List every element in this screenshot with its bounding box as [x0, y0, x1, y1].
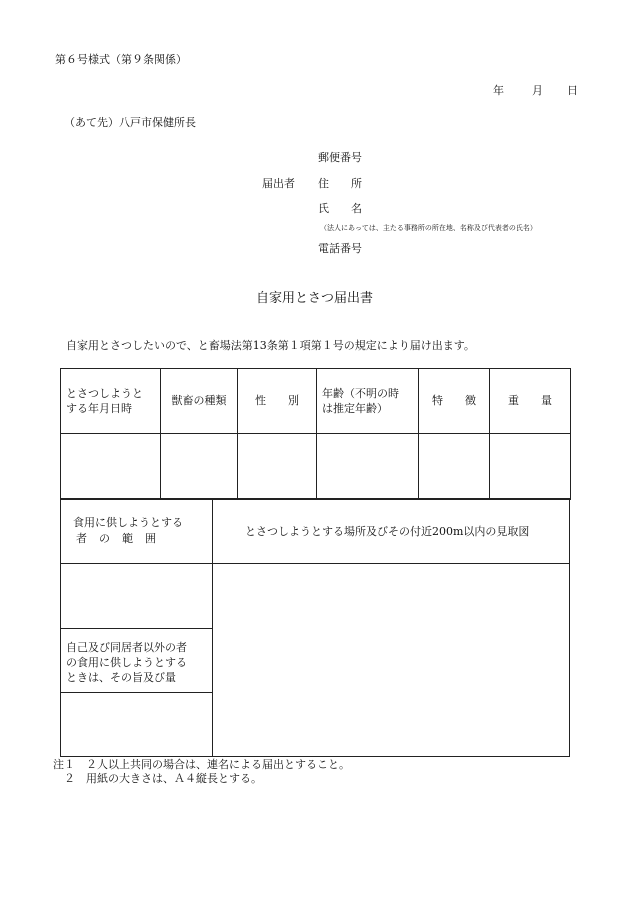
header-age: 年齢（不明の時 は推定年齢）: [317, 369, 419, 434]
header-animal-type: 獣畜の種類: [161, 369, 238, 434]
phone-label: 電話番号: [318, 242, 362, 255]
corporation-note: （法人にあっては、主たる事務所の所在地、名称及び代表者の氏名）: [320, 224, 537, 232]
input-features[interactable]: [419, 434, 490, 500]
scope-label-line2: 者 の 範 囲: [76, 532, 157, 545]
map-label: とさつしようとする場所及びその付近200m以内の見取図: [245, 525, 530, 538]
postal-code-label: 郵便番号: [318, 151, 362, 164]
others-label-line2: の食用に供しようとする: [66, 656, 187, 669]
date-month-label: 月: [532, 84, 543, 97]
address-label: 住 所: [318, 177, 362, 190]
date-year-label: 年: [493, 84, 504, 97]
input-others[interactable]: [61, 693, 212, 756]
input-sex[interactable]: [238, 434, 317, 500]
note-1: 注１ ２人以上共同の場合は、連名による届出とすること。: [53, 758, 350, 771]
header-weight: 重 量: [490, 369, 571, 434]
form-title: 自家用とさつ届出書: [256, 291, 374, 306]
intro-text: 自家用とさつしたいので、と畜場法第13条第１項第１号の規定により届け出ます。: [66, 339, 475, 352]
input-scope[interactable]: [61, 564, 212, 628]
lower-divider-2: [60, 628, 213, 629]
input-map[interactable]: [213, 564, 569, 756]
note-2: ２ 用紙の大きさは、Ａ４縦長とする。: [53, 772, 262, 785]
applicant-label: 届出者: [262, 177, 295, 190]
input-slaughter-date[interactable]: [61, 434, 161, 500]
others-label-line1: 自己及び同居者以外の者: [66, 641, 187, 654]
header-slaughter-date: とさつしようと する年月日時: [61, 369, 161, 434]
name-label: 氏 名: [318, 202, 362, 215]
form-number: 第６号様式（第９条関係）: [55, 53, 187, 66]
scope-label-line1: 食用に供しようとする: [73, 516, 183, 529]
input-weight[interactable]: [490, 434, 571, 500]
others-label-line3: ときは、その旨及び量: [66, 671, 176, 684]
addressee: （あて先）八戸市保健所長: [64, 116, 196, 129]
header-features: 特 徴: [419, 369, 490, 434]
date-day-label: 日: [567, 84, 578, 97]
header-sex: 性 別: [238, 369, 317, 434]
livestock-table: [60, 368, 571, 500]
input-age[interactable]: [317, 434, 419, 500]
input-animal-type[interactable]: [161, 434, 238, 500]
